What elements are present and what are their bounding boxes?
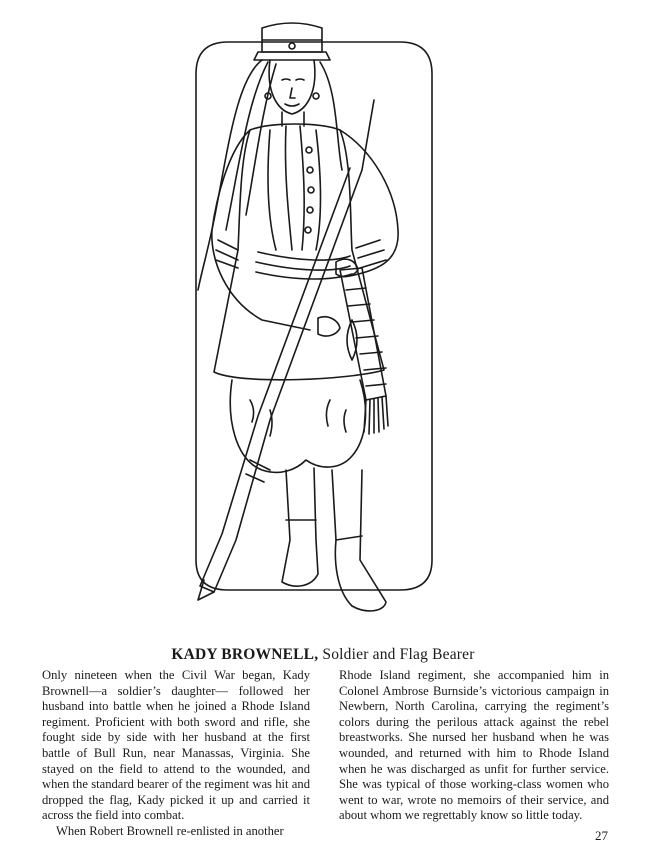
text-column-right [339,668,609,824]
paragraph: Rhode Island regiment, she accompanied him in Colonel Ambrose Burnside’s victorious campaign in Newbern, North Carolina, carrying the regiment’s colors during the perilous attack against the rebel breastworks. She nursed her husband when he was wounded, and returned with him to Rhode Island when he was discharged as unfit for further service. She was typical of those working-class women who went to war, wrote no memoirs of their service, and about whom we regrettably know so little today. [339,668,609,823]
page-number: 27 [595,828,608,843]
text-column-left [42,668,310,840]
figure-caption [0,645,646,665]
paragraph: When Robert Brownell re-enlisted in another [56,823,284,838]
jacket-buttons [305,147,314,233]
caption-name: KADY BROWNELL, [171,646,319,663]
caption-role: Soldier and Flag Bearer [322,646,475,663]
paragraph: Only nineteen when the Civil War began, Kady Brownell—a soldier’s daughter— followed her husband into battle when he joined a Rhode Island regiment. Proficient with both sword and rifle, she fought side by side with her husband at the first battle of Bull Run, near Manassas, Virginia. She stayed on the field to attend to the wounded, and when the standard bearer of the regiment was hit and dropped the flag, Kady picked it up and carried it across the field into combat. [42,668,310,823]
